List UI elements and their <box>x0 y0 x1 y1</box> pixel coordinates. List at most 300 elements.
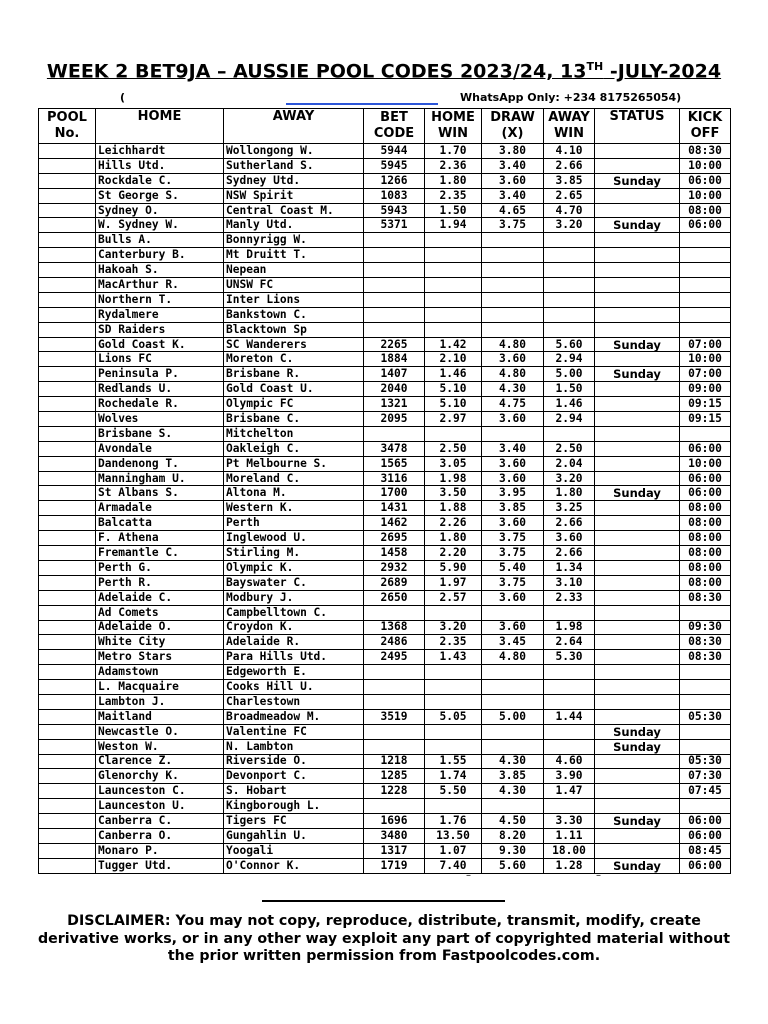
home-win-odds-cell: 1.50 <box>425 203 482 218</box>
header-row <box>39 109 731 144</box>
pool-cell <box>39 307 96 322</box>
kick-off-cell: 07:00 <box>680 337 731 352</box>
open-paren: ( <box>120 91 126 104</box>
status-cell <box>595 144 680 159</box>
home-win-odds-cell: 2.35 <box>425 635 482 650</box>
away-team-cell: Altona M. <box>224 486 364 501</box>
bet-code-cell <box>364 292 425 307</box>
header-away: AWAY <box>224 109 364 144</box>
bet-code-cell: 1565 <box>364 456 425 471</box>
bet-code-cell: 1285 <box>364 769 425 784</box>
kick-off-cell <box>680 680 731 695</box>
header-home: HOME <box>96 109 224 144</box>
draw-odds-cell: 4.30 <box>482 382 544 397</box>
kick-off-cell: 08:45 <box>680 843 731 858</box>
kick-off-cell: 06:00 <box>680 441 731 456</box>
away-win-odds-cell <box>544 799 595 814</box>
status-cell <box>595 456 680 471</box>
pool-cell <box>39 278 96 293</box>
table-row <box>39 560 731 575</box>
bet-code-cell: 1407 <box>364 367 425 382</box>
pool-cell <box>39 531 96 546</box>
kick-off-cell: 06:00 <box>680 814 731 829</box>
table-row <box>39 739 731 754</box>
bet-code-cell: 2095 <box>364 412 425 427</box>
away-team-cell: Devonport C. <box>224 769 364 784</box>
kick-off-cell: 09:15 <box>680 412 731 427</box>
bet-code-cell <box>364 263 425 278</box>
table-row <box>39 501 731 516</box>
kick-off-cell: 06:00 <box>680 858 731 873</box>
table-row <box>39 605 731 620</box>
pool-cell <box>39 769 96 784</box>
home-team-cell: Perth G. <box>96 560 224 575</box>
status-cell <box>595 620 680 635</box>
home-team-cell: Maitland <box>96 709 224 724</box>
status-cell <box>595 828 680 843</box>
away-team-cell: Valentine FC <box>224 724 364 739</box>
kick-off-cell <box>680 322 731 337</box>
draw-odds-cell: 3.60 <box>482 620 544 635</box>
away-team-cell: Bankstown C. <box>224 307 364 322</box>
bet-code-cell: 1700 <box>364 486 425 501</box>
home-team-cell: Adelaide C. <box>96 590 224 605</box>
away-win-odds-cell <box>544 292 595 307</box>
pool-cell <box>39 635 96 650</box>
away-win-odds-cell <box>544 322 595 337</box>
bet-code-cell: 1266 <box>364 173 425 188</box>
home-team-cell: Wolves <box>96 412 224 427</box>
home-team-cell: Redlands U. <box>96 382 224 397</box>
kick-off-cell: 08:00 <box>680 501 731 516</box>
home-win-odds-cell: 3.20 <box>425 620 482 635</box>
kick-off-cell: 08:30 <box>680 650 731 665</box>
home-win-odds-cell: 5.50 <box>425 784 482 799</box>
table-row <box>39 814 731 829</box>
away-team-cell: Stirling M. <box>224 546 364 561</box>
pool-cell <box>39 828 96 843</box>
draw-odds-cell: 3.60 <box>482 516 544 531</box>
home-win-odds-cell: 1.98 <box>425 471 482 486</box>
away-win-odds-cell: 3.85 <box>544 173 595 188</box>
title-main: WEEK 2 BET9JA – AUSSIE POOL CODES 2023/24, 13 <box>46 60 587 83</box>
draw-odds-cell: 3.60 <box>482 471 544 486</box>
status-cell <box>595 799 680 814</box>
status-cell <box>595 233 680 248</box>
bet-code-cell: 3116 <box>364 471 425 486</box>
bet-code-cell: 3519 <box>364 709 425 724</box>
home-team-cell: Launceston C. <box>96 784 224 799</box>
home-win-odds-cell: 1.80 <box>425 531 482 546</box>
pool-cell <box>39 546 96 561</box>
away-win-odds-cell: 1.46 <box>544 397 595 412</box>
hyperlink-underline[interactable] <box>286 103 438 105</box>
status-cell <box>595 203 680 218</box>
home-win-odds-cell: 1.07 <box>425 843 482 858</box>
status-cell <box>595 531 680 546</box>
home-win-odds-cell <box>425 263 482 278</box>
bet-code-cell <box>364 605 425 620</box>
table-row <box>39 322 731 337</box>
away-win-odds-cell <box>544 694 595 709</box>
table-row <box>39 173 731 188</box>
home-win-odds-cell: 3.05 <box>425 456 482 471</box>
home-team-cell: Canterbury B. <box>96 248 224 263</box>
status-cell: Sunday <box>595 814 680 829</box>
pool-cell <box>39 292 96 307</box>
kick-off-cell: 10:00 <box>680 456 731 471</box>
disclaimer-text: DISCLAIMER: You may not copy, reproduce, distribute, transmit, modify, create derivative works, or in any other way exploit any part of copyrighted material without the prior written permission from Fastpoolcodes.com. <box>38 913 730 964</box>
kick-off-cell: 08:30 <box>680 635 731 650</box>
table-row <box>39 158 731 173</box>
pool-cell <box>39 263 96 278</box>
away-win-odds-cell <box>544 426 595 441</box>
bet-code-cell: 2265 <box>364 337 425 352</box>
away-win-odds-cell: 2.94 <box>544 412 595 427</box>
draw-odds-cell: 8.20 <box>482 828 544 843</box>
draw-odds-cell <box>482 799 544 814</box>
draw-odds-cell: 9.30 <box>482 843 544 858</box>
away-team-cell: Campbelltown C. <box>224 605 364 620</box>
away-win-odds-cell: 2.65 <box>544 188 595 203</box>
home-team-cell: St George S. <box>96 188 224 203</box>
away-win-odds-cell: 4.70 <box>544 203 595 218</box>
draw-odds-cell: 3.40 <box>482 441 544 456</box>
kick-off-cell <box>680 426 731 441</box>
home-win-odds-cell <box>425 278 482 293</box>
kick-off-cell: 09:15 <box>680 397 731 412</box>
draw-odds-cell: 3.40 <box>482 188 544 203</box>
home-win-odds-cell: 5.10 <box>425 382 482 397</box>
pool-cell <box>39 694 96 709</box>
home-win-odds-cell: 1.42 <box>425 337 482 352</box>
pool-cell <box>39 456 96 471</box>
away-win-odds-cell <box>544 233 595 248</box>
status-cell: Sunday <box>595 486 680 501</box>
draw-odds-cell: 5.00 <box>482 709 544 724</box>
kick-off-cell: 05:30 <box>680 709 731 724</box>
home-win-odds-cell: 1.74 <box>425 769 482 784</box>
home-team-cell: White City <box>96 635 224 650</box>
status-cell: Sunday <box>595 858 680 873</box>
home-team-cell: Canberra C. <box>96 814 224 829</box>
separator-line <box>262 900 505 902</box>
away-win-odds-cell: 1.28 <box>544 858 595 873</box>
draw-odds-cell <box>482 680 544 695</box>
home-team-cell: St Albans S. <box>96 486 224 501</box>
home-win-odds-cell <box>425 322 482 337</box>
kick-off-cell <box>680 724 731 739</box>
bet-code-cell: 1884 <box>364 352 425 367</box>
home-team-cell: L. Macquaire <box>96 680 224 695</box>
away-win-odds-cell: 5.60 <box>544 337 595 352</box>
pool-cell <box>39 784 96 799</box>
pool-cell <box>39 218 96 233</box>
pool-cell <box>39 397 96 412</box>
table-row <box>39 843 731 858</box>
away-team-cell: SC Wanderers <box>224 337 364 352</box>
home-win-odds-cell: 13.50 <box>425 828 482 843</box>
away-team-cell: Riverside O. <box>224 754 364 769</box>
table-row <box>39 367 731 382</box>
home-win-odds-cell <box>425 426 482 441</box>
status-cell <box>595 263 680 278</box>
away-win-odds-cell: 4.10 <box>544 144 595 159</box>
table-row <box>39 769 731 784</box>
home-team-cell: W. Sydney W. <box>96 218 224 233</box>
header-status: STATUS <box>595 109 680 144</box>
pool-cell <box>39 188 96 203</box>
kick-off-cell: 07:45 <box>680 784 731 799</box>
home-team-cell: Peninsula P. <box>96 367 224 382</box>
stray-dash: – <box>596 870 601 881</box>
home-team-cell: Rockdale C. <box>96 173 224 188</box>
draw-odds-cell: 3.85 <box>482 501 544 516</box>
bet-code-cell: 1218 <box>364 754 425 769</box>
draw-odds-cell: 4.75 <box>482 397 544 412</box>
draw-odds-cell: 4.30 <box>482 754 544 769</box>
bet-code-cell: 3480 <box>364 828 425 843</box>
away-team-cell: Broadmeadow M. <box>224 709 364 724</box>
status-cell <box>595 426 680 441</box>
home-team-cell: Sydney O. <box>96 203 224 218</box>
draw-odds-cell: 3.75 <box>482 546 544 561</box>
home-win-odds-cell <box>425 694 482 709</box>
draw-odds-cell: 4.80 <box>482 367 544 382</box>
pool-cell <box>39 144 96 159</box>
away-win-odds-cell: 2.66 <box>544 516 595 531</box>
kick-off-cell: 07:30 <box>680 769 731 784</box>
status-cell: Sunday <box>595 724 680 739</box>
status-cell <box>595 754 680 769</box>
status-cell <box>595 397 680 412</box>
status-cell <box>595 665 680 680</box>
bet-code-cell <box>364 307 425 322</box>
status-cell <box>595 248 680 263</box>
pool-cell <box>39 709 96 724</box>
home-team-cell: Canberra O. <box>96 828 224 843</box>
pool-cell <box>39 158 96 173</box>
pool-cell <box>39 352 96 367</box>
pool-cell <box>39 426 96 441</box>
pool-cell <box>39 412 96 427</box>
kick-off-cell: 08:30 <box>680 144 731 159</box>
status-cell <box>595 352 680 367</box>
bet-code-cell: 2650 <box>364 590 425 605</box>
away-team-cell: Perth <box>224 516 364 531</box>
table-row <box>39 680 731 695</box>
home-team-cell: Perth R. <box>96 575 224 590</box>
home-win-odds-cell: 2.50 <box>425 441 482 456</box>
table-row <box>39 635 731 650</box>
pool-cell <box>39 560 96 575</box>
draw-odds-cell <box>482 278 544 293</box>
away-team-cell: Bayswater C. <box>224 575 364 590</box>
bet-code-cell: 2695 <box>364 531 425 546</box>
table-row <box>39 516 731 531</box>
draw-odds-cell: 3.45 <box>482 635 544 650</box>
bet-code-cell: 1462 <box>364 516 425 531</box>
away-team-cell: Sutherland S. <box>224 158 364 173</box>
status-cell <box>595 188 680 203</box>
status-cell: Sunday <box>595 367 680 382</box>
home-team-cell: Hills Utd. <box>96 158 224 173</box>
status-cell <box>595 501 680 516</box>
bet-code-cell: 1321 <box>364 397 425 412</box>
kick-off-cell: 06:00 <box>680 471 731 486</box>
kick-off-cell: 09:30 <box>680 620 731 635</box>
table-row <box>39 263 731 278</box>
away-team-cell: Kingborough L. <box>224 799 364 814</box>
kick-off-cell: 07:00 <box>680 367 731 382</box>
kick-off-cell: 09:00 <box>680 382 731 397</box>
away-team-cell: Western K. <box>224 501 364 516</box>
home-team-cell: Hakoah S. <box>96 263 224 278</box>
away-team-cell: Blacktown Sp <box>224 322 364 337</box>
status-cell <box>595 635 680 650</box>
draw-odds-cell <box>482 233 544 248</box>
draw-odds-cell: 4.65 <box>482 203 544 218</box>
home-team-cell: F. Athena <box>96 531 224 546</box>
draw-odds-cell <box>482 322 544 337</box>
draw-odds-cell <box>482 665 544 680</box>
draw-odds-cell: 3.60 <box>482 456 544 471</box>
table-row <box>39 784 731 799</box>
home-team-cell: Launceston U. <box>96 799 224 814</box>
draw-odds-cell: 4.50 <box>482 814 544 829</box>
away-team-cell: N. Lambton <box>224 739 364 754</box>
table-row <box>39 248 731 263</box>
home-team-cell: Clarence Z. <box>96 754 224 769</box>
pool-cell <box>39 471 96 486</box>
home-win-odds-cell: 1.94 <box>425 218 482 233</box>
kick-off-cell <box>680 278 731 293</box>
bet-code-cell: 3478 <box>364 441 425 456</box>
away-team-cell: Mitchelton <box>224 426 364 441</box>
away-team-cell: Croydon K. <box>224 620 364 635</box>
away-team-cell: Moreland C. <box>224 471 364 486</box>
bet-code-cell: 2932 <box>364 560 425 575</box>
away-team-cell: Pt Melbourne S. <box>224 456 364 471</box>
away-win-odds-cell: 5.00 <box>544 367 595 382</box>
table-row <box>39 441 731 456</box>
away-win-odds-cell: 3.20 <box>544 218 595 233</box>
away-win-odds-cell <box>544 739 595 754</box>
home-team-cell: Manningham U. <box>96 471 224 486</box>
away-team-cell: Sydney Utd. <box>224 173 364 188</box>
pool-cell <box>39 724 96 739</box>
draw-odds-cell: 5.60 <box>482 858 544 873</box>
pool-cell <box>39 650 96 665</box>
status-cell <box>595 650 680 665</box>
bet-code-cell: 5945 <box>364 158 425 173</box>
home-team-cell: Gold Coast K. <box>96 337 224 352</box>
away-win-odds-cell: 2.66 <box>544 158 595 173</box>
home-team-cell: Leichhardt <box>96 144 224 159</box>
table-row <box>39 352 731 367</box>
bet-code-cell: 1696 <box>364 814 425 829</box>
table-row <box>39 754 731 769</box>
table-row <box>39 575 731 590</box>
status-cell <box>595 843 680 858</box>
status-cell <box>595 382 680 397</box>
header-pool: POOL No. <box>39 109 96 144</box>
away-team-cell: Nepean <box>224 263 364 278</box>
pool-cell <box>39 337 96 352</box>
page-title <box>0 60 768 82</box>
away-win-odds-cell: 1.44 <box>544 709 595 724</box>
bet-code-cell <box>364 694 425 709</box>
away-team-cell: Gold Coast U. <box>224 382 364 397</box>
pool-cell <box>39 367 96 382</box>
away-team-cell: Central Coast M. <box>224 203 364 218</box>
draw-odds-cell: 4.80 <box>482 337 544 352</box>
home-win-odds-cell: 1.80 <box>425 173 482 188</box>
home-win-odds-cell: 2.10 <box>425 352 482 367</box>
pool-cell <box>39 843 96 858</box>
home-win-odds-cell: 7.40 <box>425 858 482 873</box>
kick-off-cell: 10:00 <box>680 158 731 173</box>
home-win-odds-cell: 1.43 <box>425 650 482 665</box>
draw-odds-cell: 3.40 <box>482 158 544 173</box>
away-team-cell: NSW Spirit <box>224 188 364 203</box>
draw-odds-cell: 3.60 <box>482 173 544 188</box>
home-team-cell: Adelaide O. <box>96 620 224 635</box>
away-win-odds-cell: 1.34 <box>544 560 595 575</box>
table-body <box>39 144 731 874</box>
status-cell: Sunday <box>595 337 680 352</box>
bet-code-cell: 2689 <box>364 575 425 590</box>
away-win-odds-cell: 1.47 <box>544 784 595 799</box>
stray-dash: – <box>466 870 471 881</box>
table-row <box>39 426 731 441</box>
bet-code-cell: 2040 <box>364 382 425 397</box>
home-team-cell: Rydalmere <box>96 307 224 322</box>
kick-off-cell <box>680 233 731 248</box>
kick-off-cell: 06:00 <box>680 173 731 188</box>
table-row <box>39 144 731 159</box>
home-win-odds-cell: 2.35 <box>425 188 482 203</box>
pool-cell <box>39 382 96 397</box>
home-win-odds-cell: 2.36 <box>425 158 482 173</box>
away-team-cell: Modbury J. <box>224 590 364 605</box>
home-team-cell: SD Raiders <box>96 322 224 337</box>
kick-off-cell <box>680 307 731 322</box>
away-win-odds-cell: 3.90 <box>544 769 595 784</box>
kick-off-cell <box>680 739 731 754</box>
title-superscript: TH <box>586 60 604 73</box>
draw-odds-cell: 4.80 <box>482 650 544 665</box>
bet-code-cell <box>364 724 425 739</box>
kick-off-cell: 10:00 <box>680 188 731 203</box>
home-team-cell: Ad Comets <box>96 605 224 620</box>
kick-off-cell <box>680 799 731 814</box>
status-cell: Sunday <box>595 218 680 233</box>
pool-cell <box>39 322 96 337</box>
draw-odds-cell <box>482 724 544 739</box>
away-win-odds-cell: 2.64 <box>544 635 595 650</box>
bet-code-cell <box>364 278 425 293</box>
away-team-cell: Inglewood U. <box>224 531 364 546</box>
header-bet-code: BET CODE <box>364 109 425 144</box>
home-team-cell: Metro Stars <box>96 650 224 665</box>
home-win-odds-cell: 2.97 <box>425 412 482 427</box>
bet-code-cell: 5943 <box>364 203 425 218</box>
table-row <box>39 412 731 427</box>
away-team-cell: Oakleigh C. <box>224 441 364 456</box>
away-win-odds-cell <box>544 248 595 263</box>
home-team-cell: Weston W. <box>96 739 224 754</box>
